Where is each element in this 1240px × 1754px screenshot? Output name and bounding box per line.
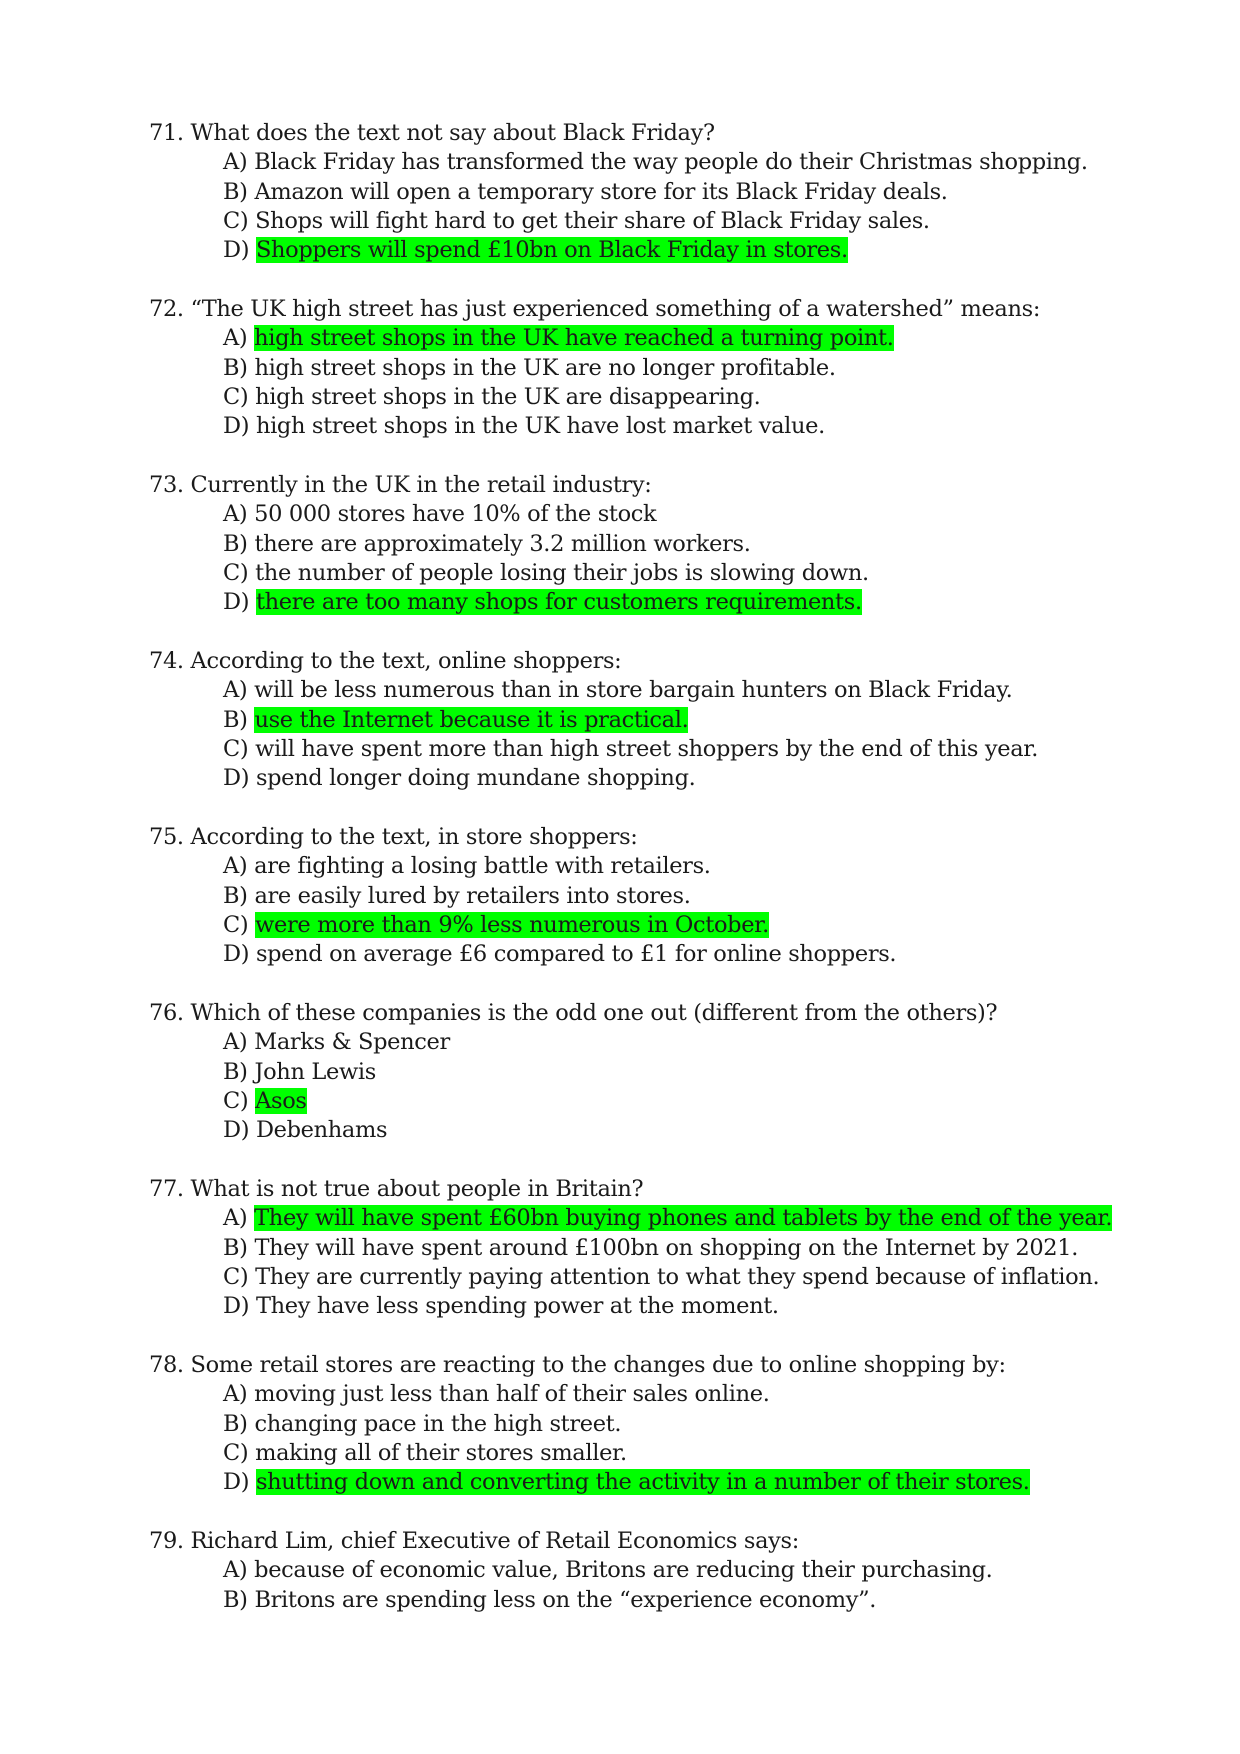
option-d xyxy=(149,1292,1149,1321)
option-d xyxy=(149,588,1149,617)
option-text: John Lewis xyxy=(254,1058,376,1085)
question-number: 73. xyxy=(149,472,184,498)
option-a xyxy=(149,1028,1149,1057)
option-c xyxy=(149,1263,1149,1292)
option-d xyxy=(149,412,1149,441)
option-text: there are too many shops for customers requirements. xyxy=(255,589,862,616)
option-letter: D) xyxy=(223,1117,250,1144)
option-text: Amazon will open a temporary store for its Black Friday deals. xyxy=(254,178,948,205)
option-text: Marks & Spencer xyxy=(254,1029,450,1056)
question-75 xyxy=(149,823,1149,969)
option-b xyxy=(149,1410,1149,1439)
option-text: They are currently paying attention to what they spend because of inflation. xyxy=(255,1263,1100,1290)
question-stem xyxy=(149,1527,1149,1556)
question-number: 78. xyxy=(149,1352,184,1378)
option-a xyxy=(149,852,1149,881)
option-c xyxy=(149,911,1149,940)
option-text: were more than 9% less numerous in October. xyxy=(255,911,769,938)
option-text: They will have spent £60bn buying phones and tablets by the end of the year. xyxy=(254,1205,1113,1232)
question-text: “The UK high street has just experienced something of a watershed” means: xyxy=(190,296,1041,322)
option-text: Shops will fight hard to get their share of Black Friday sales. xyxy=(255,207,930,234)
option-d xyxy=(149,1468,1149,1497)
question-number: 77. xyxy=(149,1176,184,1202)
option-c xyxy=(149,1439,1149,1468)
option-text: high street shops in the UK have lost market value. xyxy=(255,413,825,440)
option-c xyxy=(149,207,1149,236)
option-a xyxy=(149,1380,1149,1409)
option-text: 50 000 stores have 10% of the stock xyxy=(254,501,657,528)
question-number: 75. xyxy=(149,824,184,850)
option-letter: C) xyxy=(223,1263,249,1290)
option-b xyxy=(149,882,1149,911)
question-stem xyxy=(149,119,1149,148)
option-letter: C) xyxy=(223,383,249,410)
question-text: Richard Lim, chief Executive of Retail Economics says: xyxy=(190,1528,799,1554)
option-letter: B) xyxy=(223,178,248,205)
question-text: Some retail stores are reacting to the changes due to online shopping by: xyxy=(190,1352,1006,1378)
option-letter: C) xyxy=(223,207,249,234)
option-letter: B) xyxy=(223,1058,248,1085)
option-b xyxy=(149,178,1149,207)
option-text: making all of their stores smaller. xyxy=(255,1439,627,1466)
question-number: 74. xyxy=(149,648,184,674)
option-text: because of economic value, Britons are reducing their purchasing. xyxy=(254,1557,993,1584)
question-78 xyxy=(149,1351,1149,1497)
option-b xyxy=(149,354,1149,383)
option-letter: B) xyxy=(223,1234,248,1261)
option-letter: C) xyxy=(223,911,249,938)
option-a xyxy=(149,1204,1149,1233)
option-b xyxy=(149,1586,1149,1615)
question-stem xyxy=(149,295,1149,324)
option-letter: D) xyxy=(223,413,250,440)
option-text: are easily lured by retailers into stores. xyxy=(254,882,691,909)
question-number: 79. xyxy=(149,1528,184,1554)
option-letter: B) xyxy=(223,1410,248,1437)
option-letter: A) xyxy=(223,1205,248,1232)
option-letter: B) xyxy=(223,530,248,557)
option-letter: B) xyxy=(223,354,248,381)
question-stem xyxy=(149,1175,1149,1204)
option-c xyxy=(149,735,1149,764)
option-letter: C) xyxy=(223,559,249,586)
option-letter: C) xyxy=(223,1087,249,1114)
question-76 xyxy=(149,999,1149,1145)
option-a xyxy=(149,500,1149,529)
option-c xyxy=(149,559,1149,588)
question-text: Currently in the UK in the retail industry: xyxy=(190,472,652,498)
option-text: high street shops in the UK are disappearing. xyxy=(255,383,761,410)
question-text: What is not true about people in Britain? xyxy=(190,1176,644,1202)
option-a xyxy=(149,1556,1149,1585)
question-79 xyxy=(149,1527,1149,1615)
option-letter: D) xyxy=(223,765,250,792)
option-letter: D) xyxy=(223,1469,250,1496)
option-letter: D) xyxy=(223,941,250,968)
option-a xyxy=(149,324,1149,353)
option-d xyxy=(149,940,1149,969)
option-letter: A) xyxy=(223,1557,248,1584)
option-text: there are approximately 3.2 million workers. xyxy=(254,530,751,557)
option-d xyxy=(149,764,1149,793)
question-stem xyxy=(149,823,1149,852)
option-b xyxy=(149,706,1149,735)
option-text: use the Internet because it is practical. xyxy=(254,706,689,733)
option-letter: C) xyxy=(223,1439,249,1466)
question-text: According to the text, in store shoppers: xyxy=(190,824,638,850)
question-number: 71. xyxy=(149,120,184,146)
option-b xyxy=(149,1234,1149,1263)
question-text: What does the text not say about Black Friday? xyxy=(190,120,715,146)
question-77 xyxy=(149,1175,1149,1321)
option-text: They will have spent around £100bn on shopping on the Internet by 2021. xyxy=(254,1234,1079,1261)
question-stem xyxy=(149,999,1149,1028)
option-text: moving just less than half of their sales online. xyxy=(254,1381,770,1408)
option-letter: A) xyxy=(223,501,248,528)
option-b xyxy=(149,530,1149,559)
option-c xyxy=(149,1087,1149,1116)
option-letter: A) xyxy=(223,149,248,176)
option-text: Debenhams xyxy=(255,1117,388,1144)
option-letter: A) xyxy=(223,1381,248,1408)
option-a xyxy=(149,148,1149,177)
option-text: will be less numerous than in store bargain hunters on Black Friday. xyxy=(254,677,1013,704)
question-number: 76. xyxy=(149,1000,184,1026)
option-text: changing pace in the high street. xyxy=(254,1410,622,1437)
option-letter: D) xyxy=(223,1293,250,1320)
question-stem xyxy=(149,471,1149,500)
option-d xyxy=(149,1116,1149,1145)
option-text: Black Friday has transformed the way people do their Christmas shopping. xyxy=(254,149,1088,176)
option-c xyxy=(149,383,1149,412)
option-letter: A) xyxy=(223,325,248,352)
question-72 xyxy=(149,295,1149,441)
option-letter: B) xyxy=(223,1586,248,1613)
option-letter: D) xyxy=(223,589,250,616)
option-text: shutting down and converting the activity in a number of their stores. xyxy=(255,1469,1030,1496)
question-74 xyxy=(149,647,1149,793)
option-letter: A) xyxy=(223,853,248,880)
option-text: They have less spending power at the moment. xyxy=(255,1293,779,1320)
question-text: According to the text, online shoppers: xyxy=(190,648,622,674)
question-stem xyxy=(149,1351,1149,1380)
option-letter: C) xyxy=(223,735,249,762)
option-text: high street shops in the UK are no longer profitable. xyxy=(254,354,836,381)
question-stem xyxy=(149,647,1149,676)
question-number: 72. xyxy=(149,296,184,322)
option-letter: B) xyxy=(223,882,248,909)
option-text: spend on average £6 compared to £1 for online shoppers. xyxy=(255,941,897,968)
option-text: Asos xyxy=(255,1087,307,1114)
option-letter: A) xyxy=(223,677,248,704)
option-letter: B) xyxy=(223,706,248,733)
option-text: the number of people losing their jobs is slowing down. xyxy=(255,559,869,586)
option-a xyxy=(149,676,1149,705)
question-text: Which of these companies is the odd one out (different from the others)? xyxy=(190,1000,998,1026)
option-b xyxy=(149,1058,1149,1087)
option-letter: D) xyxy=(223,237,250,264)
option-text: will have spent more than high street shoppers by the end of this year. xyxy=(255,735,1039,762)
option-text: are fighting a losing battle with retailers. xyxy=(254,853,711,880)
option-text: Britons are spending less on the “experience economy”. xyxy=(254,1586,877,1613)
option-d xyxy=(149,236,1149,265)
option-text: spend longer doing mundane shopping. xyxy=(255,765,696,792)
question-73 xyxy=(149,471,1149,617)
option-letter: A) xyxy=(223,1029,248,1056)
option-text: high street shops in the UK have reached a turning point. xyxy=(254,325,894,352)
option-text: Shoppers will spend £10bn on Black Friday in stores. xyxy=(255,237,848,264)
question-71 xyxy=(149,119,1149,265)
